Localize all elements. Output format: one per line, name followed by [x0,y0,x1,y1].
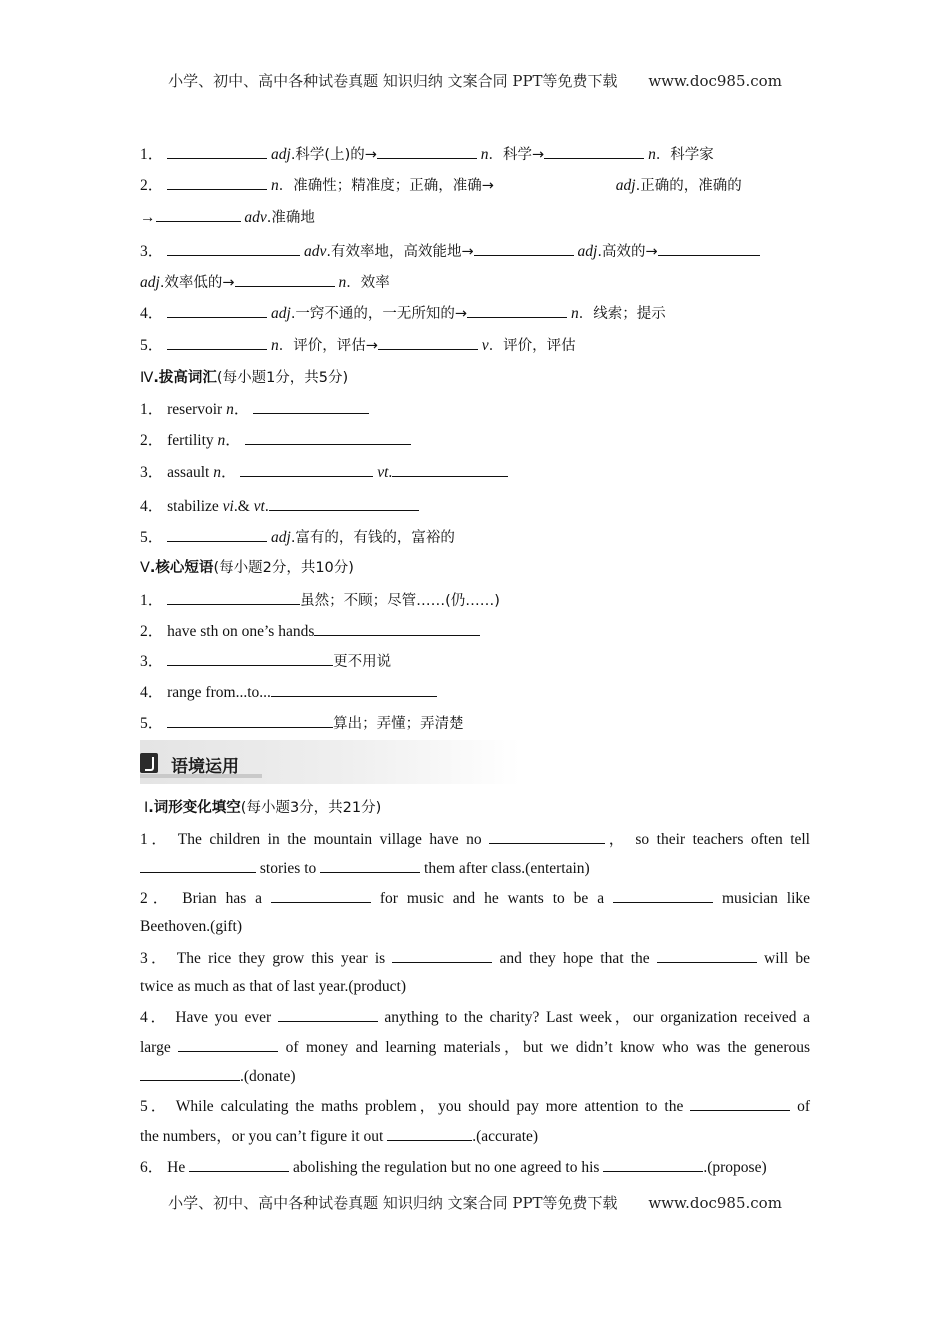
answer-blank[interactable] [613,888,713,903]
meaning: 算出；弄懂；弄清楚 [333,716,464,732]
question-text: While calculating the maths problem，you should pay more attention to the [175,1098,684,1115]
answer-blank[interactable] [167,527,267,542]
item-number: 1． [140,401,164,418]
deriv-item-3-cont [140,272,390,293]
pos-label: vi [222,498,234,515]
meaning: ．评价，评估 [488,338,576,354]
header-text: 小学、初中、高中各种试卷真题 知识归纳 文案合同 PPT等免费下载 [168,72,618,90]
question-text: large [140,1039,171,1056]
section-title: .拔高词汇 [153,370,217,386]
question-text: Brian has a [182,890,263,907]
answer-blank[interactable] [167,175,267,190]
question-text: abolishing the regulation but no one agreed to his [292,1159,600,1176]
pos-label: adj [271,305,291,322]
item-number: 3． [140,653,164,670]
question-5-line-2 [140,1126,538,1147]
question-6-line-1 [140,1157,767,1178]
answer-blank[interactable] [167,303,267,318]
answer-blank[interactable] [245,430,411,445]
answer-blank[interactable] [544,144,644,159]
answer-blank[interactable] [690,1096,790,1111]
question-text: stories to [259,860,317,877]
page-footer [0,1192,950,1213]
answer-blank[interactable] [658,241,760,256]
question-text: .(donate) [240,1068,296,1085]
answer-blank[interactable] [278,1007,378,1022]
question-2-line-2 [140,917,242,937]
section-marker-icon [140,753,158,773]
question-number: 1． [140,831,171,848]
answer-blank[interactable] [387,1126,472,1141]
answer-blank[interactable] [167,144,267,159]
vocab-item-5 [140,527,455,548]
answer-blank[interactable] [167,335,267,350]
question-1-line-2 [140,858,590,879]
answer-blank[interactable] [269,496,419,511]
section-4-title [140,368,348,388]
item-number: 2． [140,177,164,194]
roman-numeral: Ⅰ [144,800,149,816]
answer-blank[interactable] [489,829,605,844]
question-4-line-1 [140,1007,810,1028]
pos-label: n [271,177,279,194]
separator: ． [220,464,237,481]
item-number: 5． [140,529,164,546]
separator: ． [225,432,241,449]
separator: . [388,464,393,481]
question-text: of [797,1098,810,1115]
pos-label: n [480,146,489,163]
word: reservoir [167,401,223,418]
answer-blank[interactable] [467,303,567,318]
question-text: and they hope that the [499,950,650,967]
answer-blank[interactable] [474,241,574,256]
phrase: have sth on one’s hands [167,623,315,640]
answer-blank[interactable] [603,1157,703,1172]
question-text: twice as much as that of last year.(product) [140,978,406,995]
item-number: 3． [140,464,164,481]
question-1-line-1 [140,829,810,850]
phrase-item-5 [140,713,464,734]
separator: ． [233,401,250,418]
question-text: them after class.(entertain) [424,860,590,877]
word: fertility [167,432,214,449]
meaning: .有效率地，高效能地→ [326,244,474,260]
item-number: 1． [140,146,164,163]
item-number: 2． [140,432,164,449]
roman-numeral: Ⅳ [140,370,154,386]
phrase-item-1 [140,590,500,611]
question-text: anything to the charity? Last week，our organization received a [384,1009,810,1026]
deriv-item-2 [140,175,742,196]
answer-blank[interactable] [271,888,371,903]
section-title: .核心短语 [149,560,214,576]
meaning: 更不用说 [333,654,392,670]
answer-blank[interactable] [140,858,256,873]
phrase-item-3 [140,651,391,672]
pos-label: n [226,401,234,418]
question-text: .(accurate) [472,1128,539,1145]
answer-blank[interactable] [167,713,333,728]
phrase-item-2 [140,621,480,642]
question-number: 5． [140,1098,170,1115]
answer-blank[interactable] [271,682,437,697]
question-number: 4． [140,1009,169,1026]
question-3-line-1 [140,948,810,969]
question-text: for music and he wants to be a [379,890,605,907]
answer-blank[interactable] [167,651,333,666]
pos-label: adj [271,529,291,546]
pos-label: n [338,274,347,291]
meaning: .富有的，有钱的，富裕的 [290,530,455,546]
page-header [0,70,950,91]
pos-label: adj [271,146,291,163]
question-text: The children in the mountain village have no [177,831,482,848]
deriv-item-4 [140,303,666,324]
answer-blank[interactable] [392,948,492,963]
phrase-item-4 [140,682,437,703]
punctuation: ， [605,831,628,848]
vocab-item-1 [140,399,369,420]
meaning: .效率低的→ [159,275,235,291]
pos-label: n [217,432,226,449]
meaning: .科学(上)的→ [290,147,377,163]
item-number: 5． [140,715,164,732]
answer-blank[interactable] [235,272,335,287]
answer-blank[interactable] [320,858,420,873]
answer-blank[interactable] [140,1066,240,1081]
phrase: range from...to... [167,684,271,701]
item-number: 4． [140,684,164,701]
vocab-item-4 [140,496,419,517]
banner-title: 语境运用 [171,757,239,777]
pos-label: vt [377,464,389,481]
answer-blank[interactable] [377,144,477,159]
section-title: .词形变化填空 [148,800,241,816]
item-number: 1． [140,592,164,609]
meaning: ．准确性；精准度；正确，准确→ [278,178,494,194]
meaning: .一窍不通的，一无所知的→ [290,306,468,322]
question-text: Have you ever [175,1009,272,1026]
meaning: .正确的，准确的 [635,178,742,194]
header-site: www.doc985.com [648,72,782,90]
item-number: 3． [140,243,164,260]
roman-numeral: Ⅴ [140,560,150,576]
answer-blank[interactable] [167,241,300,256]
meaning: ．评价，评估→ [278,338,378,354]
pos-label: n [271,337,279,354]
question-4-line-2 [140,1037,810,1058]
pos-label: adj [577,243,598,260]
answer-blank[interactable] [178,1037,278,1052]
question-text: so their teachers often tell [635,831,810,848]
answer-blank[interactable] [378,335,478,350]
section-5-title [140,558,354,578]
section-1-title [144,798,381,818]
separator: .& [233,498,250,515]
section-banner [140,740,520,784]
word: assault [167,464,210,481]
pos-label: adj [140,274,160,291]
meaning: ．科学→ [488,147,545,163]
deriv-item-5 [140,335,576,356]
item-number: 2． [140,623,164,640]
meaning: .准确地 [266,210,315,226]
score-note: (每小题1分，共5分) [216,370,349,386]
deriv-item-1 [140,144,714,165]
meaning: 虽然；不顾；尽管……(仍……) [300,593,500,609]
meaning: ．线索；提示 [578,306,666,322]
question-3-line-2 [140,977,406,997]
answer-blank[interactable] [314,621,480,636]
question-text: musician like [721,890,811,907]
word: stabilize [167,498,219,515]
pos-label: n [648,146,656,163]
footer-text: 小学、初中、高中各种试卷真题 知识归纳 文案合同 PPT等免费下载 [168,1194,618,1212]
meaning: ．科学家 [655,147,714,163]
question-number: 6． [140,1159,164,1176]
question-text: will be [764,950,810,967]
question-text: the numbers，or you can’t figure it out [140,1128,384,1145]
question-text: of money and learning materials，but we didn’t know who was the generous [285,1039,811,1056]
answer-blank[interactable] [240,462,373,477]
question-text: He [167,1159,186,1176]
question-number: 2． [140,890,174,907]
score-note: (每小题3分，共21分) [240,800,382,816]
answer-blank[interactable] [657,948,757,963]
meaning: ．效率 [346,275,390,291]
pos-label: v [481,337,489,354]
answer-blank[interactable] [392,462,508,477]
pos-label: adj [615,177,636,194]
pos-label: adv [304,243,327,260]
answer-blank[interactable] [156,207,241,222]
answer-blank[interactable] [167,590,300,605]
meaning: .高效的→ [597,244,658,260]
footer-site: www.doc985.com [648,1194,782,1212]
item-number: 4． [140,498,164,515]
vocab-item-3 [140,462,508,483]
pos-label: n [213,464,221,481]
answer-blank[interactable] [253,399,369,414]
question-5-line-1 [140,1096,810,1117]
question-text: The rice they grow this year is [176,950,386,967]
item-number: 4． [140,305,164,322]
vocab-item-2 [140,430,411,451]
answer-blank[interactable] [189,1157,289,1172]
pos-label: vt [253,498,265,515]
deriv-item-3 [140,241,760,262]
question-2-line-1 [140,888,810,909]
arrow: → [140,209,156,226]
pos-label: adv [244,209,267,226]
question-text: Beethoven.(gift) [140,918,243,935]
question-text: .(propose) [703,1159,767,1176]
question-number: 3． [140,950,170,967]
item-number: 5． [140,337,164,354]
question-4-line-3 [140,1066,296,1087]
pos-label: n [570,305,579,322]
separator: . [264,498,269,515]
score-note: (每小题2分，共10分) [213,560,354,576]
deriv-item-2-cont [140,207,315,228]
